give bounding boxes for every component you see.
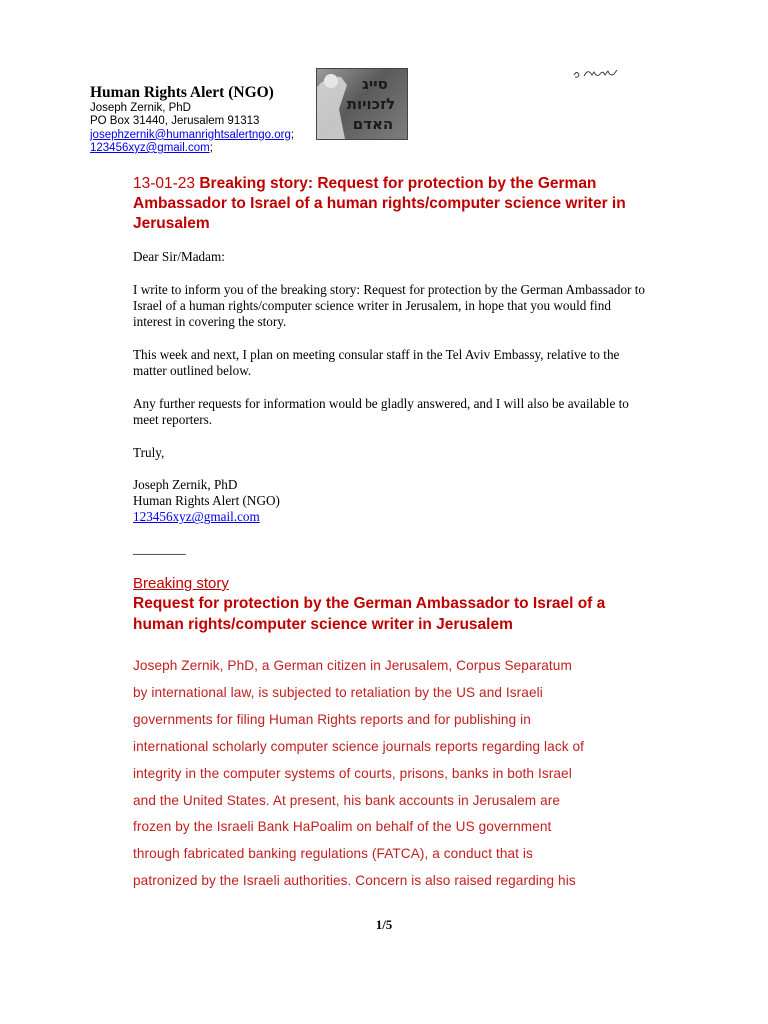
logo-graphic — [317, 69, 407, 139]
salutation: Dear Sir/Madam: — [133, 249, 225, 264]
letter-paragraph-3: Any further requests for information would be gladly answered, and I will also be available to meet reporters. — [133, 396, 629, 428]
story-label: Breaking story — [133, 575, 229, 592]
story-line: patronized by the Israeli authorities. Concern is also raised regarding his — [133, 873, 576, 889]
email-secondary-separator: ; — [209, 141, 213, 154]
letter-closing: Truly, — [133, 445, 165, 460]
email-primary-link[interactable]: josephzernik@humanrightsalertngo.org — [90, 128, 291, 141]
logo-text-line-1: סייג — [362, 75, 388, 93]
story-line: governments for filing Human Rights reports and for publishing in — [133, 711, 531, 727]
signature-name: Joseph Zernik, PhD — [133, 477, 238, 492]
page-number: 1/5 — [375, 917, 393, 932]
letter-paragraph-1: I write to inform you of the breaking story: Request for protection by the German Ambassador to Israel of a human rights/computer science writer in Jerusalem, in hope that you would find interest in covering the story. — [133, 282, 645, 330]
story-line: international scholarly computer science journals reports regarding lack of — [133, 738, 585, 754]
letter-signature-block — [133, 477, 653, 526]
logo-text-line-3: האדם — [352, 115, 394, 133]
handwritten-signature — [572, 66, 620, 87]
letter-paragraph-2: This week and next, I plan on meeting consular staff in the Tel Aviv Embassy, relative to the matter outlined below. — [133, 347, 620, 379]
org-logo — [316, 68, 408, 140]
story-line: frozen by the Israeli Bank HaPoalim on behalf of the US government — [133, 819, 552, 835]
story-line: by international law, is subjected to retaliation by the US and Israeli — [133, 684, 543, 700]
contact-block — [90, 102, 294, 155]
separator-line: ________ — [133, 541, 186, 556]
logo-figure-head — [324, 74, 338, 88]
logo-text-line-2: לזכויות — [346, 95, 396, 113]
story-line: through fabricated banking regulations (FATCA), a conduct that is — [133, 846, 533, 862]
headline-text: Breaking story: Request for protection by the German Ambassador to Israel of a human rights/computer science writer in Jerusalem — [133, 175, 626, 232]
story-paragraph — [133, 653, 653, 895]
story-line: and the United States. At present, his bank accounts in Jerusalem are — [133, 792, 561, 808]
contact-name: Joseph Zernik, PhD — [90, 102, 191, 114]
headline-date: 13-01-23 — [133, 175, 196, 192]
contact-email-secondary-row — [90, 142, 294, 155]
contact-address: PO Box 31440, Jerusalem 91313 — [90, 115, 260, 128]
letter-headline — [133, 174, 653, 234]
email-primary-separator: ; — [290, 128, 295, 141]
story-line: integrity in the computer systems of courts, prisons, banks in both Israel — [133, 765, 572, 781]
story-title: Request for protection by the German Ambassador to Israel of a human rights/computer science writer in Jerusalem — [133, 595, 606, 633]
signature-stroke — [574, 70, 617, 77]
signature-scribble — [572, 66, 620, 82]
story-line: Joseph Zernik, PhD, a German citizen in Jerusalem, Corpus Separatum — [133, 658, 572, 673]
email-secondary-link[interactable]: 123456xyz@gmail.com — [90, 141, 210, 154]
signature-org: Human Rights Alert (NGO) — [133, 493, 280, 509]
org-name: Human Rights Alert (NGO) — [90, 84, 274, 101]
contact-email-primary-row — [90, 129, 294, 142]
signature-email-link[interactable]: 123456xyz@gmail.com — [133, 509, 260, 525]
